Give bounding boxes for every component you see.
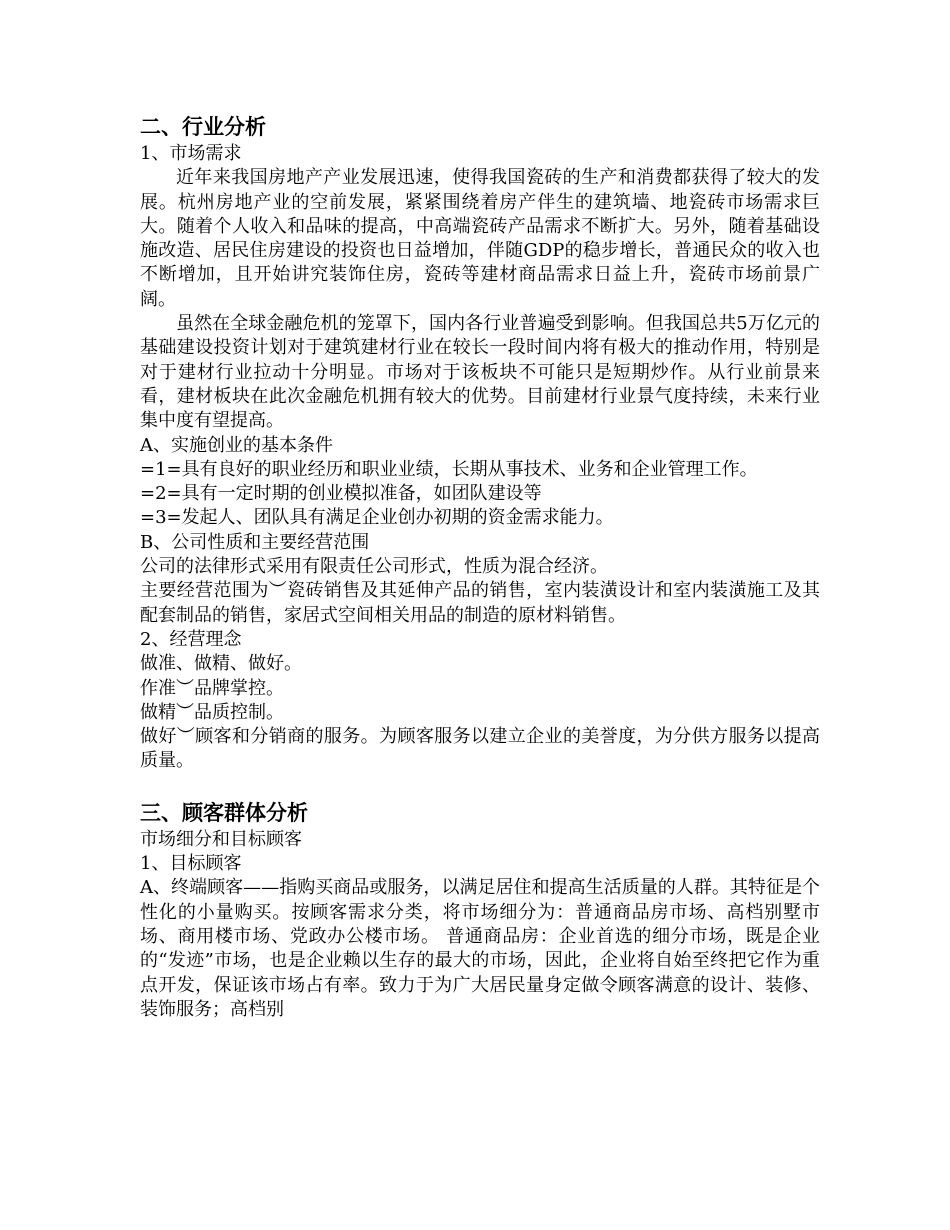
conditions-title: A、实施创业的基本条件 [140,434,333,456]
company-nature-text: 公司的法律形式采用有限责任公司形式，性质为混合经济。 [140,556,608,578]
philosophy-line-3: 做精︶品质控制。 [140,701,284,723]
business-scope-text: 主要经营范围为︶瓷砖销售及其延伸产品的销售，室内装潢设计和室内装潢施工及其配套制品的销售，家居式空间相关用品的制造的原材料销售。 [140,580,820,626]
company-nature-title: B、公司性质和主要经营范围 [140,531,370,553]
market-paragraph-2: 虽然在全球金融危机的笼罩下，国内各行业普遍受到影响。但我国总共5万亿元的基础建设投资计划对于建筑建材行业在较长一段时间内将有极大的推动作用，特别是对于建材行业拉动十分明显。市场对于该板块不可能只是短期炒作。从行业前景来看，建材板块在此次金融危机拥有较大的优势。目前建材行业景气度持续，未来行业集中度有望提高。 [140,313,820,432]
section-heading-industry-analysis: 二、行业分析 [140,114,266,139]
condition-item-1: =1=具有良好的职业经历和职业业绩，长期从事技术、业务和企业管理工作。 [140,458,758,480]
market-demand-title: 1、市场需求 [140,143,242,164]
document-page [140,112,820,1022]
target-customers-title: 1、目标顾客 [140,853,242,875]
market-paragraph-1: 近年来我国房地产产业发展迅速，使得我国瓷砖的生产和消费都获得了较大的发展。杭州房地产业的空前发展，紧紧围绕着房产伴生的建筑墙、地瓷砖市场需求巨大。随着个人收入和品味的提高，中高端瓷砖产品需求不断扩大。另外，随着基础设施改造、居民住房建设的投资也日益增加，伴随GDP的稳步增长，普通民众的收入也不断增加，且开始讲究装饰住房，瓷砖等建材商品需求日益上升，瓷砖市场前景广阔。 [140,167,820,310]
philosophy-line-2: 作准︶品牌掌控。 [140,677,284,699]
target-customers-text: A、终端顾客——指购买商品或服务，以满足居住和提高生活质量的人群。其特征是个性化的小量购买。按顾客需求分类，将市场细分为：普通商品房市场、高档别墅市场、商用楼市场、党政办公楼市场。 普通商品房：企业首选的细分市场，既是企业的“发迹”市场，也是企业赖以生存的最大的市场，因此，企业将自始至终把它作为重点开发，保证该市场占有率。致力于为广大居民量身定做令顾客满意的设计、装修、装饰服务；高档别 [140,877,820,1020]
condition-item-2: =2=具有一定时期的创业模拟准备，如团队建设等 [140,483,542,505]
market-segmentation-subtitle: 市场细分和目标顾客 [140,828,302,850]
philosophy-line-1: 做准、做精、做好。 [140,653,302,675]
section-gap [140,774,820,798]
philosophy-line-4: 做好︶顾客和分销商的服务。为顾客服务以建立企业的美誉度，为分供方服务以提高质量。 [140,726,820,772]
section-heading-customer-analysis: 三、顾客群体分析 [140,799,308,825]
condition-item-3: =3=发起人、团队具有满足企业创办初期的资金需求能力。 [140,507,614,529]
business-philosophy-title: 2、经营理念 [140,628,242,650]
